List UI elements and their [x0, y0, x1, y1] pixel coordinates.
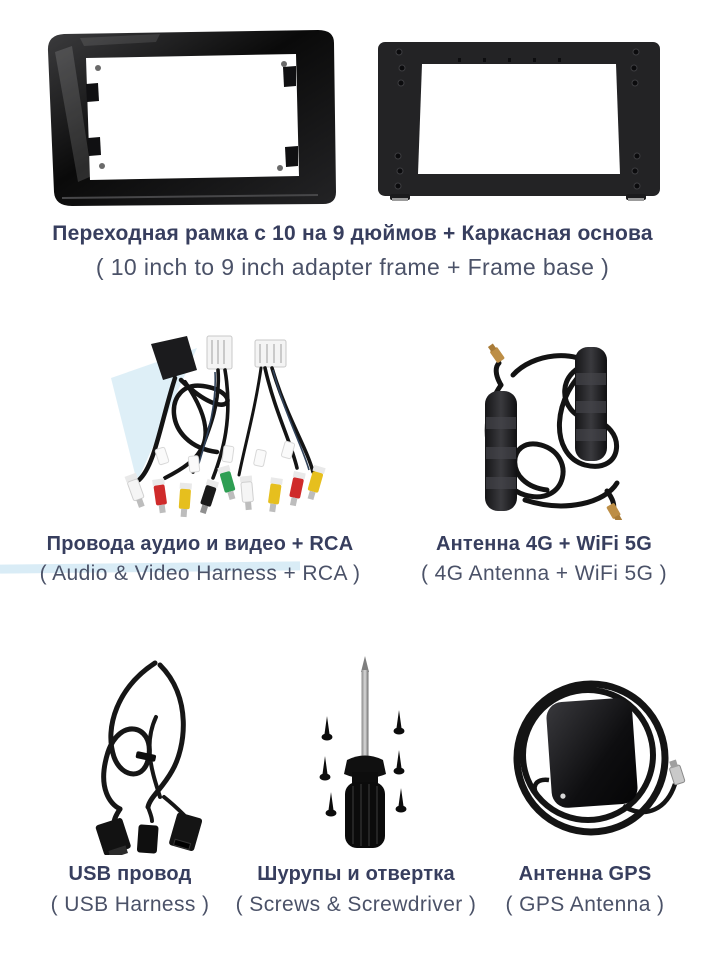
gps-title-ru: Антенна GPS	[518, 863, 652, 885]
antenna4g-title-ru: Антенна 4G + WiFi 5G	[435, 533, 653, 555]
usb-cable-image	[60, 655, 230, 855]
gps-antenna-photo	[495, 658, 690, 853]
harness-title-ru: Провода аудио и видео + RCA	[46, 533, 354, 555]
gps-antenna-image	[495, 658, 690, 853]
adapter-frame-image	[40, 28, 340, 208]
rca-harness-photo	[105, 330, 340, 522]
rca-harness-image	[105, 330, 340, 522]
gps-title-en: ( GPS Antenna )	[505, 893, 665, 916]
usb-title-en: ( USB Harness )	[50, 893, 210, 916]
frame-base-image	[368, 38, 668, 204]
screwdriver-photo	[295, 656, 435, 852]
screws-title-en: ( Screws & Screwdriver )	[235, 893, 477, 916]
antenna-4g-image	[455, 333, 640, 520]
harness-title-en: ( Audio & Video Harness + RCA )	[39, 562, 361, 585]
usb-cable-photo	[60, 655, 230, 855]
antenna-4g-photo	[455, 333, 640, 520]
frames-title-en: ( 10 inch to 9 inch adapter frame + Frame base )	[95, 254, 610, 280]
antenna4g-title-en: ( 4G Antenna + WiFi 5G )	[421, 562, 667, 585]
screwdriver-image	[295, 656, 435, 852]
frame-base-photo	[368, 38, 668, 204]
adapter-frame-photo	[40, 28, 340, 208]
frames-title-ru: Переходная рамка с 10 на 9 дюймов + Каркасная основа	[52, 222, 653, 245]
screws-title-ru: Шурупы и отвертка	[257, 863, 455, 885]
usb-title-ru: USB провод	[68, 863, 192, 885]
